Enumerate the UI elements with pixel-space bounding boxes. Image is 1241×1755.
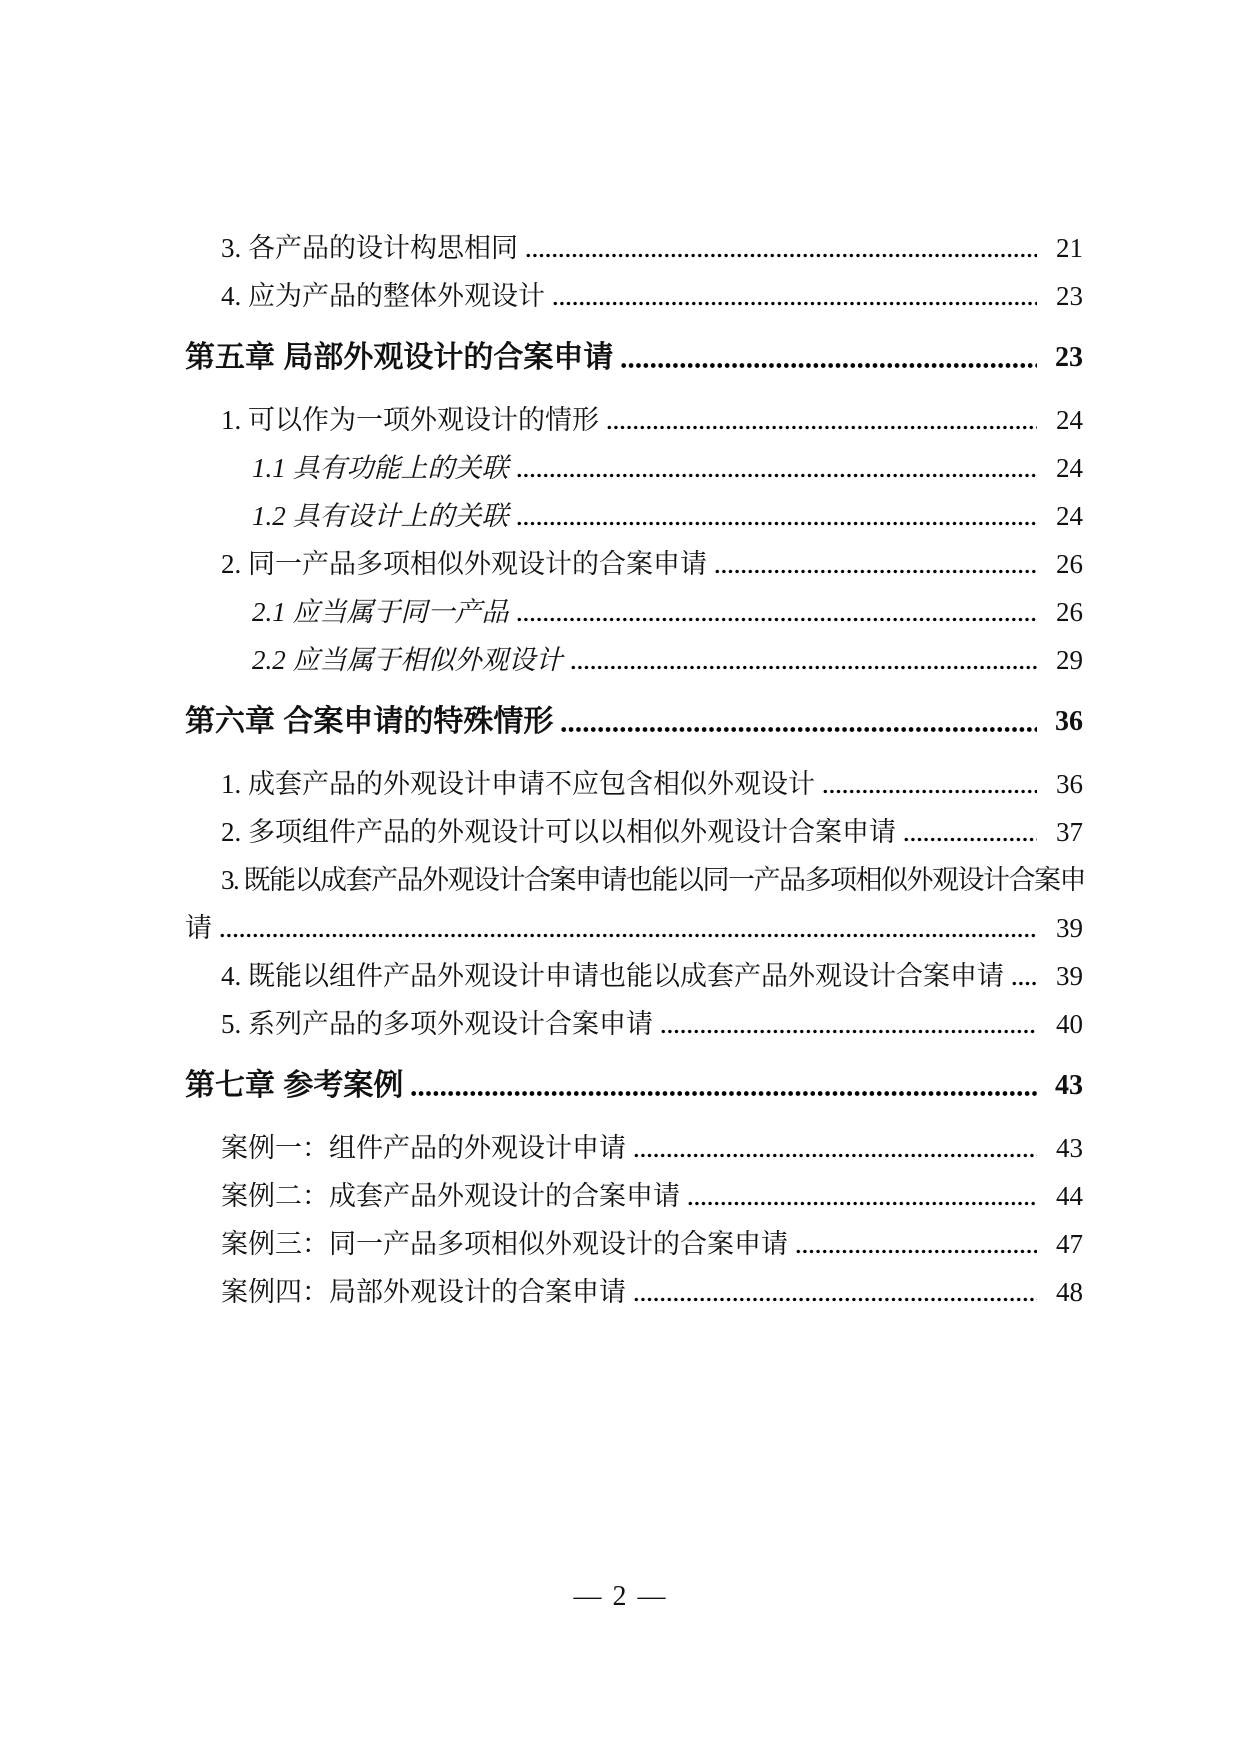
dot-leader bbox=[687, 1172, 1037, 1220]
toc-entry-row bbox=[185, 952, 1083, 1000]
toc-entry-page-number: 23 bbox=[1056, 281, 1083, 311]
toc-entry-label: 3. 各产品的设计构思相同 bbox=[221, 233, 518, 263]
toc-entry-label: 1. 可以作为一项外观设计的情形 bbox=[221, 405, 599, 435]
toc-entry-row bbox=[185, 1124, 1083, 1172]
toc-entry-label: 5. 系列产品的多项外观设计合案申请 bbox=[221, 1009, 653, 1039]
toc-entry-page-number: 24 bbox=[1056, 501, 1083, 531]
toc-entry-row bbox=[185, 904, 1083, 952]
toc-chapter-row bbox=[185, 1062, 1083, 1110]
toc-entry-row bbox=[185, 540, 1083, 588]
toc-entry-row bbox=[185, 272, 1083, 320]
toc-entry-row bbox=[185, 396, 1083, 444]
toc-entry-label: 案例二：成套产品外观设计的合案申请 bbox=[221, 1181, 680, 1211]
dot-leader bbox=[606, 396, 1037, 444]
dot-leader bbox=[516, 444, 1038, 492]
toc-entry-label: 案例一：组件产品的外观设计申请 bbox=[221, 1133, 626, 1163]
toc-entry-page-number: 36 bbox=[1055, 706, 1083, 737]
toc-entry-row bbox=[185, 492, 1083, 540]
table-of-contents bbox=[185, 224, 1083, 1316]
toc-entry-label: 第六章 合案申请的特殊情形 bbox=[185, 705, 554, 738]
toc-chapter-row bbox=[185, 334, 1083, 382]
dot-leader bbox=[410, 1062, 1037, 1110]
dot-leader bbox=[660, 1000, 1037, 1048]
toc-entry-page-number: 48 bbox=[1056, 1277, 1083, 1307]
dot-leader bbox=[525, 224, 1037, 272]
toc-entry-label: 4. 既能以组件产品外观设计申请也能以成套产品外观设计合案申请 bbox=[221, 961, 1004, 991]
toc-entry-row bbox=[185, 1172, 1083, 1220]
toc-entry-page-number: 36 bbox=[1056, 769, 1083, 799]
dot-leader bbox=[570, 636, 1038, 684]
toc-entry-row bbox=[185, 1220, 1083, 1268]
toc-chapter-row bbox=[185, 698, 1083, 746]
toc-entry-label: 3. 既能以成套产品外观设计合案申请也能以同一产品多项相似外观设计合案申 bbox=[221, 865, 1085, 895]
toc-entry-label: 1.2 具有设计上的关联 bbox=[252, 501, 509, 531]
toc-entry-page-number: 26 bbox=[1056, 549, 1083, 579]
dot-leader bbox=[795, 1220, 1037, 1268]
dot-leader bbox=[516, 492, 1038, 540]
toc-entry-label: 4. 应为产品的整体外观设计 bbox=[221, 281, 545, 311]
dot-leader bbox=[620, 334, 1037, 382]
toc-entry-label: 2. 多项组件产品的外观设计可以以相似外观设计合案申请 bbox=[221, 817, 896, 847]
toc-entry-page-number: 29 bbox=[1056, 645, 1083, 675]
toc-entry-label: 1.1 具有功能上的关联 bbox=[252, 453, 509, 483]
toc-entry-page-number: 24 bbox=[1056, 453, 1083, 483]
toc-entry-row bbox=[185, 636, 1083, 684]
toc-entry-row bbox=[185, 856, 1083, 904]
toc-entry-page-number: 26 bbox=[1056, 597, 1083, 627]
page-footer bbox=[0, 1581, 1241, 1613]
toc-entry-label: 第五章 局部外观设计的合案申请 bbox=[185, 341, 614, 374]
toc-entry-page-number: 23 bbox=[1055, 342, 1083, 373]
toc-entry-row bbox=[185, 588, 1083, 636]
toc-entry-label: 2.1 应当属于同一产品 bbox=[252, 597, 509, 627]
dot-leader bbox=[560, 698, 1037, 746]
toc-entry-label: 1. 成套产品的外观设计申请不应包含相似外观设计 bbox=[221, 769, 815, 799]
dot-leader bbox=[219, 904, 1037, 952]
toc-entry-label: 请 bbox=[185, 913, 212, 943]
toc-entry-label: 2.2 应当属于相似外观设计 bbox=[252, 645, 563, 675]
toc-entry-row bbox=[185, 760, 1083, 808]
dot-leader bbox=[516, 588, 1038, 636]
toc-entry-row bbox=[185, 808, 1083, 856]
dot-leader bbox=[633, 1124, 1037, 1172]
toc-entry-page-number: 43 bbox=[1055, 1070, 1083, 1101]
toc-entry-row bbox=[185, 1000, 1083, 1048]
dot-leader bbox=[714, 540, 1037, 588]
toc-entry-page-number: 40 bbox=[1056, 1009, 1083, 1039]
toc-entry-label: 第七章 参考案例 bbox=[185, 1069, 404, 1102]
toc-entry-page-number: 47 bbox=[1056, 1229, 1083, 1259]
dot-leader bbox=[552, 272, 1037, 320]
toc-entry-row bbox=[185, 444, 1083, 492]
dot-leader bbox=[903, 808, 1037, 856]
toc-entry-row bbox=[185, 224, 1083, 272]
dot-leader bbox=[1011, 952, 1037, 1000]
toc-entry-page-number: 21 bbox=[1056, 233, 1083, 263]
toc-entry-page-number: 39 bbox=[1056, 961, 1083, 991]
dot-leader bbox=[822, 760, 1037, 808]
toc-entry-page-number: 37 bbox=[1056, 817, 1083, 847]
dot-leader bbox=[633, 1268, 1037, 1316]
toc-entry-page-number: 24 bbox=[1056, 405, 1083, 435]
toc-entry-page-number: 39 bbox=[1056, 913, 1083, 943]
toc-entry-label: 案例四：局部外观设计的合案申请 bbox=[221, 1277, 626, 1307]
toc-entry-row bbox=[185, 1268, 1083, 1316]
page-number: — 2 — bbox=[573, 1581, 668, 1612]
toc-entry-page-number: 43 bbox=[1056, 1133, 1083, 1163]
toc-entry-label: 2. 同一产品多项相似外观设计的合案申请 bbox=[221, 549, 707, 579]
toc-entry-label: 案例三：同一产品多项相似外观设计的合案申请 bbox=[221, 1229, 788, 1259]
toc-entry-page-number: 44 bbox=[1056, 1181, 1083, 1211]
